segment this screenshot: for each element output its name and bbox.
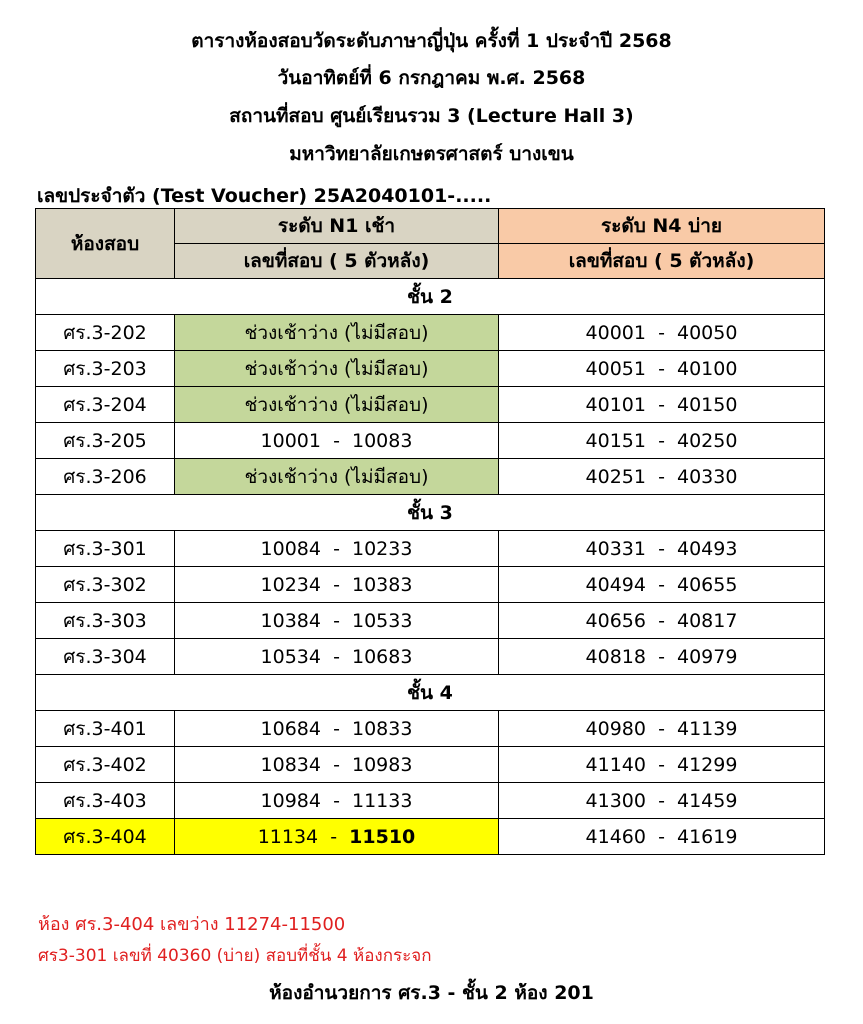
n1-end: 10833 (352, 717, 413, 740)
n4-cell: 41140 - 41299 (499, 747, 825, 783)
n4-start: 40656 (585, 609, 646, 632)
n4-cell: 40151 - 40250 (499, 423, 825, 459)
room-cell: ศร.3-401 (36, 711, 175, 747)
n1-start: 10384 (260, 609, 321, 632)
n1-start: 10001 (260, 429, 321, 452)
n1-start: 10984 (260, 789, 321, 812)
table-row (36, 639, 825, 675)
n4-column-header: ระดับ N4 บ่าย (499, 209, 825, 244)
n4-end: 41299 (677, 753, 738, 776)
room-cell: ศร.3-402 (36, 747, 175, 783)
room-cell: ศร.3-304 (36, 639, 175, 675)
table-row (36, 459, 825, 495)
n4-start: 40151 (585, 429, 646, 452)
footer-admin-room: ห้องอำนวยการ ศร.3 - ชั้น 2 ห้อง 201 (269, 982, 594, 1004)
n1-end: 11133 (352, 789, 413, 812)
floor-label: ชั้น 2 (36, 279, 825, 315)
room-cell: ศร.3-202 (36, 315, 175, 351)
n4-start: 40331 (585, 537, 646, 560)
exam-table (35, 208, 825, 855)
n4-end: 41459 (677, 789, 738, 812)
n1-cell: 10084 - 10233 (175, 531, 499, 567)
table-row (36, 783, 825, 819)
n4-cell: 41300 - 41459 (499, 783, 825, 819)
n1-cell: 10684 - 10833 (175, 711, 499, 747)
n1-start: 10684 (260, 717, 321, 740)
n4-start: 40251 (585, 465, 646, 488)
room-cell: ศร.3-206 (36, 459, 175, 495)
n4-cell: 40818 - 40979 (499, 639, 825, 675)
n1-end: 10083 (352, 429, 413, 452)
n4-cell: 41460 - 41619 (499, 819, 825, 855)
title-line-3: สถานที่สอบ ศูนย์เรียนรวม 3 (Lecture Hall 3) (229, 105, 634, 127)
n4-start: 40101 (585, 393, 646, 416)
table-row (36, 387, 825, 423)
room-cell: ศร.3-301 (36, 531, 175, 567)
n4-cell: 40656 - 40817 (499, 603, 825, 639)
n4-cell: 40251 - 40330 (499, 459, 825, 495)
n4-end: 40150 (677, 393, 738, 416)
n1-start: 10534 (260, 645, 321, 668)
table-row (36, 567, 825, 603)
n4-cell: 40001 - 40050 (499, 315, 825, 351)
table-row (36, 711, 825, 747)
n4-start: 40980 (585, 717, 646, 740)
n1-cell: ช่วงเช้าว่าง (ไม่มีสอบ) (175, 459, 499, 495)
n1-end: 10983 (352, 753, 413, 776)
room-cell: ศร.3-404 (36, 819, 175, 855)
n4-start: 40001 (585, 321, 646, 344)
n4-start: 40818 (585, 645, 646, 668)
room-cell: ศร.3-203 (36, 351, 175, 387)
n4-end: 40100 (677, 357, 738, 380)
voucher-label: เลขประจำตัว (Test Voucher) 25A2040101-..... (37, 185, 492, 207)
table-row (36, 423, 825, 459)
table-row (36, 819, 825, 855)
n1-end: 10683 (352, 645, 413, 668)
n4-end: 40250 (677, 429, 738, 452)
note-room-change: ศร3-301 เลขที่ 40360 (บ่าย) สอบที่ชั้น 4 ห้องกระจก (38, 946, 432, 966)
room-cell: ศร.3-303 (36, 603, 175, 639)
n4-start: 41300 (585, 789, 646, 812)
n4-end: 40817 (677, 609, 738, 632)
n1-column-header: ระดับ N1 เช้า (175, 209, 499, 244)
room-cell: ศร.3-403 (36, 783, 175, 819)
n1-cell: 10001 - 10083 (175, 423, 499, 459)
n1-cell: 10984 - 11133 (175, 783, 499, 819)
floor-row (36, 279, 825, 315)
n1-cell: ช่วงเช้าว่าง (ไม่มีสอบ) (175, 351, 499, 387)
n4-cell: 40494 - 40655 (499, 567, 825, 603)
n4-cell: 40101 - 40150 (499, 387, 825, 423)
room-column-header: ห้องสอบ (36, 209, 175, 279)
n1-start: 10234 (260, 573, 321, 596)
floor-label: ชั้น 3 (36, 495, 825, 531)
n1-end: 11510 (349, 825, 416, 848)
n4-start: 41140 (585, 753, 646, 776)
floor-label: ชั้น 4 (36, 675, 825, 711)
n4-end: 41619 (677, 825, 738, 848)
floor-row (36, 675, 825, 711)
n4-start: 41460 (585, 825, 646, 848)
n4-end: 40330 (677, 465, 738, 488)
n1-cell: 10834 - 10983 (175, 747, 499, 783)
floor-row (36, 495, 825, 531)
n1-cell: 10234 - 10383 (175, 567, 499, 603)
n4-end: 40655 (677, 573, 738, 596)
n1-cell: 10534 - 10683 (175, 639, 499, 675)
n1-subheader: เลขที่สอบ ( 5 ตัวหลัง) (175, 244, 499, 279)
n4-subheader: เลขที่สอบ ( 5 ตัวหลัง) (499, 244, 825, 279)
table-row (36, 315, 825, 351)
table-header-row (36, 209, 825, 244)
table-row (36, 531, 825, 567)
title-line-1: ตารางห้องสอบวัดระดับภาษาญี่ปุ่น ครั้งที่ 1 ประจำปี 2568 (191, 30, 672, 52)
n1-start: 10084 (260, 537, 321, 560)
n1-cell: ช่วงเช้าว่าง (ไม่มีสอบ) (175, 387, 499, 423)
n1-end: 10533 (352, 609, 413, 632)
n4-cell: 40051 - 40100 (499, 351, 825, 387)
room-cell: ศร.3-205 (36, 423, 175, 459)
n4-end: 41139 (677, 717, 738, 740)
n1-cell: ช่วงเช้าว่าง (ไม่มีสอบ) (175, 315, 499, 351)
n4-end: 40979 (677, 645, 738, 668)
n4-start: 40494 (585, 573, 646, 596)
n4-start: 40051 (585, 357, 646, 380)
n1-end: 10383 (352, 573, 413, 596)
n1-end: 10233 (352, 537, 413, 560)
n4-end: 40050 (677, 321, 738, 344)
n1-cell: 11134 - 11510 (175, 819, 499, 855)
n4-cell: 40331 - 40493 (499, 531, 825, 567)
n1-start: 11134 (257, 825, 319, 848)
table-row (36, 747, 825, 783)
n1-cell: 10384 - 10533 (175, 603, 499, 639)
note-empty-numbers: ห้อง ศร.3-404 เลขว่าง 11274-11500 (38, 914, 346, 935)
title-line-2: วันอาทิตย์ที่ 6 กรกฎาคม พ.ศ. 2568 (277, 67, 586, 89)
title-line-4: มหาวิทยาลัยเกษตรศาสตร์ บางเขน (289, 143, 574, 165)
n4-cell: 40980 - 41139 (499, 711, 825, 747)
table-row (36, 603, 825, 639)
table-row (36, 351, 825, 387)
n1-start: 10834 (260, 753, 321, 776)
room-cell: ศร.3-302 (36, 567, 175, 603)
room-cell: ศร.3-204 (36, 387, 175, 423)
n4-end: 40493 (677, 537, 738, 560)
